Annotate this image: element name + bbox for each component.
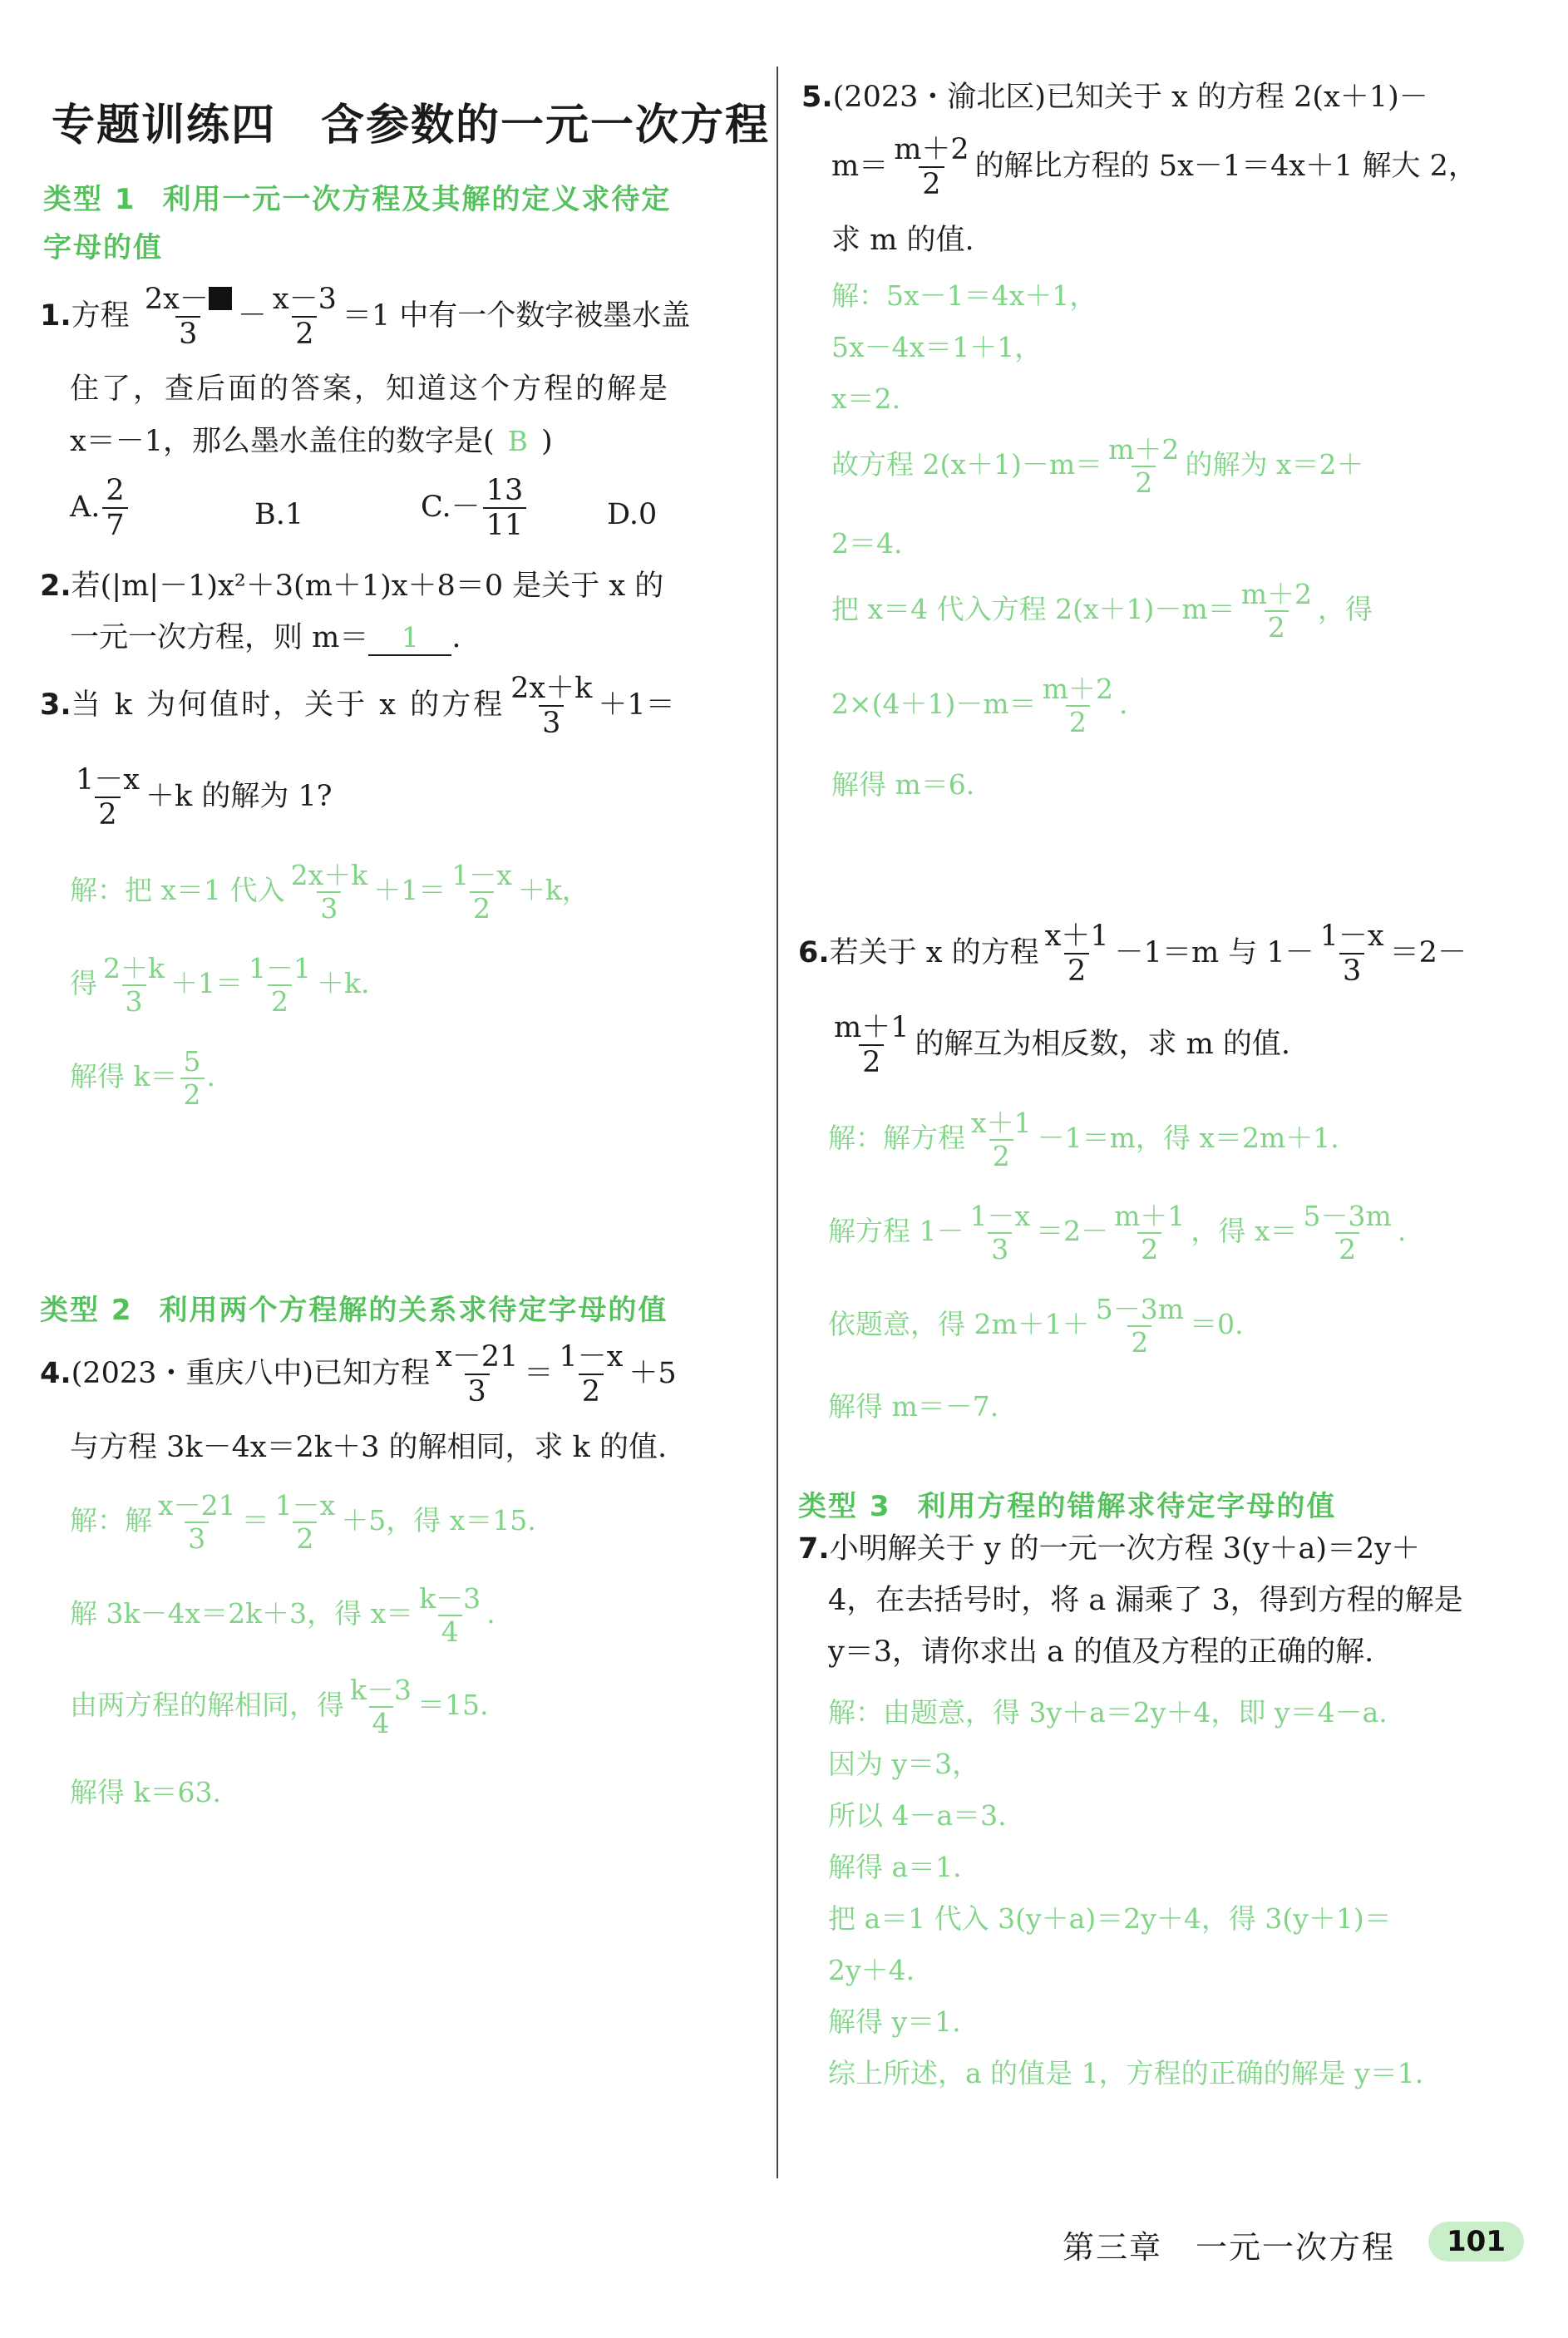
q6-s2-text: 解方程 1－	[828, 1214, 964, 1247]
q5-f-den: 2	[919, 166, 944, 201]
q5-solution-7	[831, 673, 1127, 738]
q5-line3: 求 m 的值.	[831, 224, 974, 257]
q5-s4-den: 2	[1132, 466, 1156, 499]
q1-post: ＝1 中有一个数字被墨水盖	[342, 298, 691, 333]
q1-option-c-num: 13	[486, 474, 524, 507]
q6-s2-f1-num: 1－x	[969, 1200, 1031, 1232]
q6-line2-text: 的解互为相反数，求 m 的值.	[915, 1027, 1291, 1061]
q3-f2-den: 2	[95, 797, 120, 831]
q3-s2-f2-den: 2	[268, 984, 292, 1018]
q3-s1-f1-den: 3	[317, 891, 341, 925]
q6-solution-2	[828, 1201, 1406, 1265]
q4-f2-num: 1－x	[559, 1340, 624, 1374]
q1-option-c-label: C.－	[421, 490, 481, 524]
q1-f1-num: 2x－	[144, 283, 209, 316]
type1-label: 类型 1	[43, 183, 136, 216]
q5-s4-end: 的解为 x＝2＋	[1185, 447, 1364, 481]
q6-s2-f2-num: m＋1	[1114, 1200, 1186, 1232]
q6-line1-mid: －1＝m 与 1－	[1114, 935, 1314, 969]
q2-line2-end: .	[451, 621, 461, 654]
q5-solution-5: 2＝4.	[831, 527, 903, 560]
q4-s3-num: k－3	[350, 1674, 412, 1706]
q4-solution-2	[70, 1583, 496, 1648]
q3-s2-f2-num: 1－1	[249, 952, 311, 984]
q6-number: 6.	[798, 935, 830, 969]
q4-line1-end: ＋5	[629, 1356, 677, 1390]
q7-line3: y＝3，请你求出 a 的值及方程的正确的解.	[828, 1635, 1374, 1669]
q5-s7-num: m＋2	[1042, 673, 1113, 705]
q5-solution-3: x＝2.	[831, 382, 901, 415]
q3-line2	[70, 763, 333, 832]
type2-label: 类型 2	[40, 1294, 133, 1327]
type1-heading-line2: 字母的值	[43, 231, 163, 264]
type1-heading	[43, 176, 671, 217]
q5-solution-2: 5x－4x＝1＋1，	[831, 331, 1043, 363]
q4-number: 4.	[40, 1356, 71, 1390]
q1-option-d: D.0	[607, 498, 658, 531]
q5-s6-den: 2	[1265, 610, 1289, 644]
q5-number: 5.	[801, 81, 833, 114]
q4-s3-den: 4	[369, 1706, 393, 1739]
q3-f1-num: 2x＋k	[510, 672, 593, 705]
q4-solution-1	[70, 1490, 536, 1555]
q6-s3-text: 依题意，得 2m＋1＋	[828, 1307, 1090, 1340]
chapter-footer: 第三章 一元一次方程	[1063, 2229, 1396, 2266]
q5-solution-6	[831, 579, 1373, 644]
q3-solution-1	[70, 860, 589, 925]
q3-line2-text: ＋k 的解为 1?	[145, 779, 333, 813]
type3-label: 类型 3	[798, 1490, 891, 1523]
q2-answer-blank: 1	[368, 621, 451, 656]
q6-s3-den: 2	[1127, 1325, 1151, 1359]
q1-answer: B	[507, 425, 528, 457]
q3-s2-mid: ＋1＝	[170, 966, 243, 999]
q6-f2-num: 1－x	[1319, 920, 1384, 953]
q5-s6-end: ，得	[1318, 592, 1373, 625]
type1-text: 利用一元一次方程及其解的定义求待定	[162, 183, 672, 216]
q6-s1-end: －1＝m，得 x＝2m＋1.	[1037, 1121, 1339, 1154]
q1-option-b: B.1	[254, 498, 304, 531]
q3-s1-f1-num: 2x＋k	[290, 859, 368, 891]
q3-s3-den: 2	[180, 1078, 205, 1111]
q4-solution-4: 解得 k＝63.	[70, 1776, 221, 1808]
q4-s1-f2-num: 1－x	[274, 1489, 336, 1522]
q7-solution-8: 综上所述，a 的值是 1，方程的正确的解是 y＝1.	[828, 2057, 1424, 2089]
type2-heading	[40, 1287, 668, 1328]
q3-solution-3	[70, 1046, 215, 1111]
q5-line1	[801, 80, 1428, 115]
q4-s2-num: k－3	[419, 1582, 481, 1615]
q6-s1-den: 2	[989, 1139, 1013, 1172]
type2-text: 利用两个方程解的关系求待定字母的值	[159, 1294, 668, 1327]
q4-s1-f1-den: 3	[185, 1522, 209, 1555]
q5-f-num: m＋2	[894, 133, 969, 166]
q2-line1-text: 若(|m|－1)x²＋3(m＋1)x＋8＝0 是关于 x 的	[71, 570, 664, 603]
q6-f3-num: m＋1	[834, 1011, 910, 1044]
q6-f1-den: 2	[1064, 953, 1089, 988]
q5-line2-text: m＝	[831, 149, 889, 183]
type3-text: 利用方程的错解求待定字母的值	[917, 1490, 1337, 1523]
q4-s2-text: 解 3k－4x＝2k＋3，得 x＝	[70, 1596, 414, 1630]
q2-line2-text: 一元一次方程，则 m＝	[70, 621, 369, 654]
q4-line2: 与方程 3k－4x＝2k＋3 的解相同，求 k 的值.	[70, 1431, 668, 1464]
q6-s2-end: .	[1397, 1214, 1407, 1247]
q5-solution-4	[831, 434, 1364, 499]
q4-s1-f2-den: 2	[293, 1522, 317, 1555]
q6-line1	[798, 920, 1467, 989]
page-number: 101	[1428, 2222, 1524, 2262]
q7-line1	[798, 1532, 1420, 1566]
q7-solution-6: 2y＋4.	[828, 1954, 915, 1986]
q5-s6-num: m＋2	[1240, 578, 1313, 610]
q1-option-a-num: 2	[106, 474, 125, 507]
q2-line1	[40, 569, 663, 604]
q7-solution-7: 解得 y＝1.	[828, 2005, 961, 2038]
q4-s1-text: 解：解	[70, 1503, 152, 1536]
q1-option-a-label: A.	[70, 490, 101, 524]
q1-option-a	[70, 474, 131, 543]
q1-option-a-den: 7	[102, 507, 127, 542]
q6-solution-4: 解得 m＝－7.	[828, 1390, 999, 1423]
q6-line1-end: ＝2－	[1389, 935, 1467, 969]
q5-s4-text: 故方程 2(x＋1)－m＝	[831, 447, 1103, 481]
q2-line2	[70, 620, 461, 656]
q4-s1-f1-num: x－21	[158, 1489, 236, 1522]
q6-s2-f3-num: 5－3m	[1303, 1200, 1392, 1232]
q3-number: 3.	[40, 688, 71, 722]
q7-number: 7.	[798, 1532, 830, 1566]
q3-s1-f2-den: 2	[470, 891, 494, 925]
q4-s2-end: .	[486, 1596, 496, 1630]
q1-f1-den: 3	[175, 316, 200, 351]
q5-s7-text: 2×(4＋1)－m＝	[831, 687, 1037, 720]
q1-line3	[70, 424, 553, 459]
q7-solution-2: 因为 y＝3，	[828, 1748, 980, 1780]
q1-line3-close: )	[540, 425, 553, 458]
q7-solution-4: 解得 a＝1.	[828, 1851, 962, 1883]
q6-solution-3	[828, 1294, 1244, 1359]
q5-solution-1: 解：5x－1＝4x＋1，	[831, 279, 1097, 312]
q6-f1-num: x＋1	[1044, 920, 1109, 953]
q1-number: 1.	[40, 298, 71, 333]
q2-number: 2.	[40, 570, 71, 603]
q4-f1-den: 3	[465, 1374, 490, 1408]
q5-line1-text: (2023・渝北区)已知关于 x 的方程 2(x＋1)－	[832, 81, 1428, 114]
q3-s1-mid: ＋1＝	[373, 873, 446, 906]
q7-line1-text: 小明解关于 y 的一元一次方程 3(y＋a)＝2y＋	[829, 1532, 1421, 1566]
q3-s1-end: ＋k，	[517, 873, 589, 906]
q1-fraction-2	[269, 283, 340, 352]
q3-f2-num: 1－x	[76, 763, 141, 797]
q3-f1-den: 3	[539, 705, 564, 740]
q6-s2-f1-den: 3	[988, 1232, 1012, 1265]
q7-solution-3: 所以 4－a＝3.	[828, 1799, 1007, 1832]
q4-line1-text: (2023・重庆八中)已知方程	[71, 1356, 431, 1390]
q4-f2-den: 2	[579, 1374, 604, 1408]
q5-line2-end: 的解比方程的 5x－1＝4x＋1 解大 2，	[974, 149, 1477, 183]
q4-line1	[40, 1340, 677, 1409]
q4-s3-text: 由两方程的解相同，得	[70, 1688, 344, 1721]
q5-s4-num: m＋2	[1108, 433, 1180, 466]
q4-s3-end: ＝15.	[417, 1688, 489, 1721]
q6-s3-num: 5－3m	[1095, 1293, 1185, 1325]
q6-s2-f3-den: 2	[1335, 1232, 1359, 1265]
q6-line1-text: 若关于 x 的方程	[829, 935, 1039, 969]
q4-s1-end: ＋5，得 x＝15.	[341, 1503, 536, 1536]
q6-s1-num: x＋1	[971, 1107, 1032, 1139]
q1-f2-num: x－3	[272, 283, 337, 316]
q4-s1-eq: ＝	[241, 1503, 269, 1536]
q3-s3-num: 5	[183, 1045, 201, 1078]
q5-s7-den: 2	[1066, 705, 1090, 738]
q7-line2: 4，在去括号时，将 a 漏乘了 3，得到方程的解是	[828, 1584, 1463, 1617]
q6-f2-den: 3	[1339, 953, 1364, 988]
q4-solution-3	[70, 1675, 488, 1739]
q4-s2-den: 4	[438, 1615, 462, 1648]
q1-option-c-den: 11	[483, 507, 527, 542]
q6-f3-den: 2	[859, 1044, 884, 1079]
q6-solution-1	[828, 1107, 1339, 1172]
q3-solution-2	[70, 953, 370, 1018]
q1-pre: 方程	[71, 298, 130, 333]
q4-eq: ＝	[524, 1356, 554, 1390]
q3-line1-text: 当 k 为何值时，关于 x 的方程	[71, 688, 505, 722]
q1-line1: 1.方程 $\frac{2x-}{3}$ － $\frac{x-3}{2}$ ＝1 中有一个数字被墨水盖	[40, 283, 691, 352]
q3-s2-end: ＋k.	[317, 966, 370, 999]
type3-heading	[798, 1483, 1336, 1524]
q3-line1-end: ＋1＝	[598, 688, 675, 722]
q6-s3-end: ＝0.	[1190, 1307, 1244, 1340]
q3-s2-f1-num: 2＋k	[103, 952, 165, 984]
q1-line3-text: x＝－1，那么墨水盖住的数字是(	[70, 425, 495, 458]
column-divider	[777, 67, 778, 2178]
q1-option-c	[421, 474, 529, 543]
q6-line2	[828, 1011, 1290, 1080]
q6-s2-f2-den: 2	[1137, 1232, 1161, 1265]
q5-solution-8: 解得 m＝6.	[831, 768, 975, 801]
q5-s6-text: 把 x＝4 代入方程 2(x＋1)－m＝	[831, 592, 1235, 625]
ink-blot	[209, 287, 232, 310]
q1-fraction-1	[141, 283, 235, 352]
q1-line2: 住了，查后面的答案，知道这个方程的解是	[70, 372, 671, 406]
q3-s3-end: .	[206, 1059, 215, 1093]
page-title: 专题训练四 含参数的一元一次方程	[52, 101, 771, 150]
q5-s7-end: .	[1118, 687, 1128, 720]
q1-f2-den: 2	[292, 316, 317, 351]
q6-s2-mid2: ，得 x＝	[1191, 1214, 1298, 1247]
q4-f1-num: x－21	[436, 1340, 519, 1374]
q3-s3-text: 解得 k＝	[70, 1059, 178, 1093]
q3-s1-text: 解：把 x＝1 代入	[70, 873, 285, 906]
q3-s2-f1-den: 3	[122, 984, 146, 1018]
q3-s2-text: 得	[70, 966, 97, 999]
q7-solution-1: 解：由题意，得 3y＋a＝2y＋4，即 y＝4－a.	[828, 1696, 1388, 1729]
q3-line1	[40, 672, 675, 741]
q3-s1-f2-num: 1－x	[451, 859, 512, 891]
q6-s2-mid: ＝2－	[1036, 1214, 1109, 1247]
q6-s1-text: 解：解方程	[828, 1121, 965, 1154]
q7-solution-5: 把 a＝1 代入 3(y＋a)＝2y＋4，得 3(y＋1)＝	[828, 1902, 1392, 1935]
q5-line2	[831, 133, 1477, 202]
